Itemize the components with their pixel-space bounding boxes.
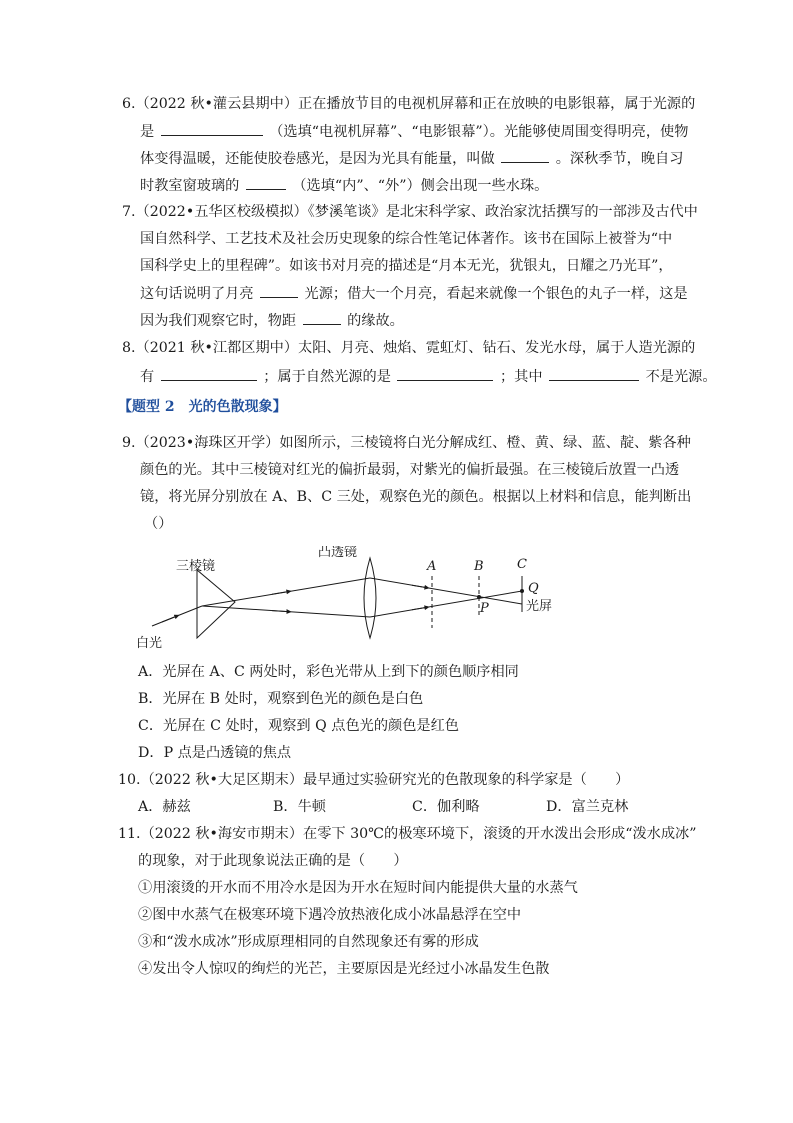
q10-option-b[interactable]: B．牛顿 [273,799,326,815]
q7-line-1: 7.（2022•五华区校级模拟）《梦溪笔谈》是北宋科学家、政治家沈括撰写的一部涉及古代中 [122,204,698,220]
q7-blank-1[interactable] [260,283,298,298]
label-b: B [474,559,484,574]
screen-label: 光屏 [526,599,553,614]
q8-blank-1[interactable] [161,366,257,381]
q9-line-2: 颜色的光。其中三棱镜对红光的偏折最弱，对紫光的偏折最强。在三棱镜后放置一凸透 [140,462,680,478]
q10-option-c[interactable]: C．伽利略 [412,799,480,815]
upper-ray-arrow [272,591,290,594]
optics-diagram [132,546,602,658]
q11-line-1: 11.（2022 秋•海安市期末）在零下 30℃的极寒环境下，滚烫的开水泼出会形成“泼水成冰” [118,826,697,842]
q9-line-3: 镜，将光屏分别放在 A、B、C 三处，观察色光的颜色。根据以上材料和信息，能判断出 [140,489,692,505]
q8-blank-3[interactable] [549,366,639,381]
q7-line-3: 国科学史上的里程碑”。如该书对月亮的描述是“月本无光，犹银丸，日耀之乃光耳”， [140,258,673,274]
q6-line-2 [140,121,688,142]
lower-ray-arrow [272,611,290,612]
q8-line-2-text-a: 有 [140,369,155,385]
q8-blank-2[interactable] [397,366,493,381]
q11-item-1: ①用滚烫的开水而不用冷水是因为开水在短时间内能提供大量的水蒸气 [138,880,578,896]
q7-line-4 [140,283,688,304]
point-q [520,589,524,593]
q6-line-4 [140,175,548,196]
section-heading: 【题型 2 光的色散现象】 [118,399,287,415]
q7-line-4-text-a: 这句话说明了月亮 [140,286,254,302]
q6-line-2-text-a: 是 [140,124,155,140]
q7-line-2: 国自然科学、工艺技术及社会历史现象的综合性笔记体著作。该书在国际上被誉为“中 [140,231,673,247]
q9-option-c[interactable]: C．光屏在 C 处时，观察到 Q 点色光的颜色是红色 [138,718,459,734]
label-c: C [517,557,527,572]
q11-item-2: ②图中水蒸气在极寒环境下遇冷放热液化成小冰晶悬浮在空中 [138,907,522,923]
lens-label: 凸透镜 [318,546,358,560]
q9-option-d[interactable]: D．P 点是凸透镜的焦点 [138,745,292,761]
q6-line-3 [140,148,683,169]
q6-blank-3[interactable] [246,175,286,190]
q9-line-4: （） [144,516,173,532]
q6-line-3-text-a: 体变得温暖，还能使胶卷感光，是因为光具有能量，叫做 [140,151,495,167]
label-q: Q [528,581,539,596]
q6-blank-1[interactable] [161,121,263,136]
lower-ray-2 [370,591,522,617]
q8-line-2 [140,366,717,387]
q8-line-2-text-c: ；其中 [499,369,543,385]
upper-ray-2-arrow [412,585,428,588]
label-a: A [427,559,437,574]
upper-ray-2 [370,578,522,604]
q9-option-a[interactable]: A．光屏在 A、C 两处时，彩色光带从上到下的颜色顺序相同 [138,664,519,680]
white-light-arrow [162,616,178,622]
q6-line-2-text-b: （选填“电视机屏幕”、“电影银幕”）。光能够使周围变得明亮，使物 [269,124,689,140]
prism-label: 三棱镜 [176,559,216,574]
white-light-label: 白光 [136,636,163,651]
q6-line-4-text-a: 时教室窗玻璃的 [140,178,240,194]
q7-line-4-text-b: 光源；借大一个月亮，看起来就像一个银色的丸子一样，这是 [304,286,688,302]
q7-line-5-text-b: 的缘故。 [347,313,404,329]
q11-line-2: 的现象，对于此现象说法正确的是（ ） [138,853,408,869]
q6-blank-2[interactable] [501,148,549,163]
lower-ray-2-arrow [412,607,428,610]
q11-item-4: ④发出令人惊叹的绚烂的光芒，主要原因是光经过小冰晶发生色散 [138,961,550,977]
convex-lens-shape [364,558,376,638]
q9-option-b[interactable]: B．光屏在 B 处时，观察到色光的颜色是白色 [138,691,424,707]
q10-option-d[interactable]: D．富兰克林 [546,799,629,815]
q7-line-5 [140,310,404,331]
q8-line-2-text-b: ；属于自然光源的是 [263,369,391,385]
q11-item-3: ③和“泼水成冰”形成原理相同的自然现象还有雾的形成 [138,934,479,950]
q6-line-4-text-b: （选填“内”、“外”）侧会出现一些水珠。 [292,178,549,194]
q8-line-2-text-d: 不是光源。 [645,369,717,385]
q10-option-a[interactable]: A．赫兹 [138,799,191,815]
q7-line-5-text-a: 因为我们观察它时，物距 [140,313,297,329]
point-p [477,595,481,599]
label-p: P [480,601,489,616]
q6-line-1: 6.（2022 秋•灌云县期中）正在播放节目的电视机屏幕和正在放映的电影银幕，属于光源的 [122,96,696,112]
q9-line-1: 9.（2023•海珠区开学）如图所示，三棱镜将白光分解成红、橙、黄、绿、蓝、靛、紫各种 [122,435,691,451]
q6-line-3-text-b: 。深秋季节，晚自习 [555,151,684,167]
q10-line-1: 10.（2022 秋•大足区期末）最早通过实验研究光的色散现象的科学家是（ ） [118,772,630,788]
q7-blank-2[interactable] [303,310,341,325]
q8-line-1: 8.（2021 秋•江都区期中）太阳、月亮、烛焰、霓虹灯、钻石、发光水母，属于人造光源的 [122,340,696,356]
